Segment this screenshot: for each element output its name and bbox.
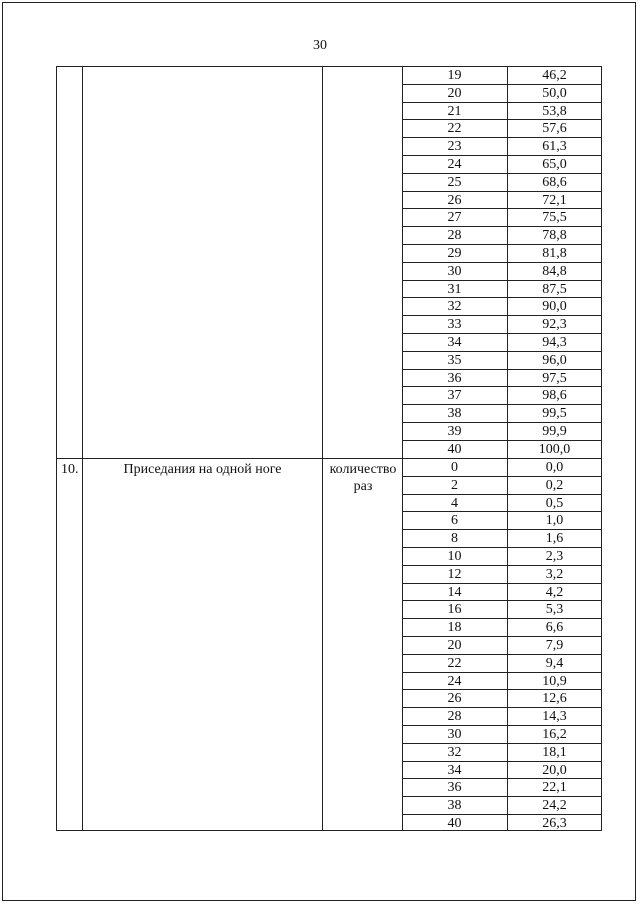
table-row (402, 619, 602, 637)
score-cell: 2,3 (545, 548, 564, 564)
table-row (402, 281, 602, 299)
reps-cell: 0 (451, 460, 458, 475)
reps-cell: 27 (447, 210, 462, 226)
table-row (402, 263, 602, 281)
table-row (402, 174, 602, 192)
table-row (402, 156, 602, 174)
reps-cell: 36 (447, 780, 462, 796)
table-row (402, 601, 602, 619)
reps-cell: 12 (447, 566, 462, 582)
exercise-name: Приседания на одной ноге (123, 462, 282, 477)
score-cell: 0,2 (545, 477, 564, 493)
table-row (402, 120, 602, 138)
reps-cell: 19 (447, 68, 462, 83)
reps-cell: 40 (447, 815, 462, 831)
table-row (402, 477, 602, 495)
reps-cell: 4 (451, 495, 458, 511)
reps-cell: 22 (447, 121, 462, 137)
score-cell: 46,2 (542, 68, 567, 83)
exercise-number: 10. (61, 462, 79, 477)
table-row (402, 316, 602, 334)
table-row (402, 405, 602, 423)
score-cell: 10,9 (542, 673, 567, 689)
reps-cell: 29 (447, 245, 462, 261)
score-cell: 92,3 (542, 317, 567, 333)
score-cell: 97,5 (542, 370, 567, 386)
table-row (402, 192, 602, 210)
reps-cell: 32 (447, 299, 462, 315)
reps-cell: 34 (447, 334, 462, 350)
score-cell: 22,1 (542, 780, 567, 796)
table-row (402, 637, 602, 655)
table-row (402, 423, 602, 441)
score-cell: 4,2 (545, 584, 564, 600)
table-row (402, 298, 602, 316)
score-cell: 72,1 (542, 192, 567, 208)
exercise-unit-line2: раз (353, 479, 373, 494)
score-cell: 99,5 (542, 406, 567, 422)
score-cell: 61,3 (542, 139, 567, 155)
table-row (402, 334, 602, 352)
reps-cell: 35 (447, 352, 462, 368)
table-row (402, 67, 602, 85)
table-row (402, 744, 602, 762)
score-cell: 87,5 (542, 281, 567, 297)
score-cell: 3,2 (545, 566, 564, 582)
scoring-table (56, 66, 602, 831)
table-row (402, 387, 602, 405)
table-row (402, 352, 602, 370)
score-cell: 5,3 (545, 602, 564, 618)
table-row (402, 85, 602, 103)
reps-cell: 8 (451, 531, 458, 547)
score-cell: 24,2 (542, 798, 567, 814)
reps-cell: 32 (447, 744, 462, 760)
score-cell: 96,0 (542, 352, 567, 368)
reps-cell: 22 (447, 655, 462, 671)
score-cell: 81,8 (542, 245, 567, 261)
table-row (402, 209, 602, 227)
score-cell: 26,3 (542, 815, 567, 831)
score-cell: 50,0 (542, 85, 567, 101)
score-cell: 18,1 (542, 744, 567, 760)
table-row (402, 512, 602, 530)
table-row (402, 673, 602, 691)
score-cell: 1,0 (545, 513, 564, 529)
reps-cell: 38 (447, 798, 462, 814)
page-number: 30 (313, 38, 327, 53)
reps-cell: 6 (451, 513, 458, 529)
table-row (402, 370, 602, 388)
score-cell: 75,5 (542, 210, 567, 226)
score-cell: 68,6 (542, 174, 567, 190)
score-cell: 14,3 (542, 709, 567, 725)
reps-cell: 34 (447, 762, 462, 778)
reps-cell: 10 (447, 548, 462, 564)
reps-cell: 39 (447, 423, 462, 439)
score-cell: 57,6 (542, 121, 567, 137)
score-cell: 12,6 (542, 691, 567, 707)
score-cell: 0,5 (545, 495, 564, 511)
table-row (402, 815, 602, 833)
table-row (402, 762, 602, 780)
score-cell: 0,0 (545, 460, 564, 475)
reps-cell: 21 (447, 103, 462, 119)
table-row (402, 566, 602, 584)
reps-cell: 36 (447, 370, 462, 386)
reps-cell: 30 (447, 726, 462, 742)
table-row (402, 655, 602, 673)
reps-cell: 20 (447, 85, 462, 101)
table-row (402, 103, 602, 121)
reps-cell: 16 (447, 602, 462, 618)
score-cell: 9,4 (545, 655, 564, 671)
reps-cell: 31 (447, 281, 462, 297)
reps-cell: 33 (447, 317, 462, 333)
table-row (402, 690, 602, 708)
table-row (402, 548, 602, 566)
score-cell: 7,9 (545, 637, 564, 653)
score-cell: 98,6 (542, 388, 567, 404)
table-row (402, 779, 602, 797)
reps-cell: 40 (447, 441, 462, 457)
score-cell: 84,8 (542, 263, 567, 279)
reps-cell: 26 (447, 691, 462, 707)
column-divider-number (82, 67, 83, 830)
exercise-unit (323, 461, 403, 495)
reps-cell: 38 (447, 406, 462, 422)
table-row (402, 584, 602, 602)
reps-cell: 37 (447, 388, 462, 404)
reps-cell: 20 (447, 637, 462, 653)
reps-cell: 30 (447, 263, 462, 279)
score-cell: 78,8 (542, 228, 567, 244)
table-row (402, 495, 602, 513)
exercise-unit-line1: количество (329, 462, 397, 477)
table-row (402, 797, 602, 815)
table-row (402, 227, 602, 245)
table-row (402, 245, 602, 263)
reps-cell: 28 (447, 228, 462, 244)
table-row (402, 708, 602, 726)
score-cell: 90,0 (542, 299, 567, 315)
column-divider-name (322, 67, 323, 830)
table-row (402, 726, 602, 744)
table-row (402, 530, 602, 548)
reps-cell: 24 (447, 673, 462, 689)
reps-cell: 14 (447, 584, 462, 600)
score-cell: 94,3 (542, 334, 567, 350)
table-row (402, 138, 602, 156)
score-cell: 100,0 (538, 441, 571, 457)
reps-cell: 25 (447, 174, 462, 190)
score-cell: 53,8 (542, 103, 567, 119)
reps-cell: 24 (447, 156, 462, 172)
score-cell: 1,6 (545, 531, 564, 547)
reps-cell: 28 (447, 709, 462, 725)
score-grid-bottom (402, 459, 602, 833)
score-cell: 20,0 (542, 762, 567, 778)
score-cell: 65,0 (542, 156, 567, 172)
table-row (402, 441, 602, 459)
score-cell: 6,6 (545, 620, 564, 636)
score-cell: 99,9 (542, 423, 567, 439)
reps-cell: 26 (447, 192, 462, 208)
reps-cell: 23 (447, 139, 462, 155)
reps-cell: 18 (447, 620, 462, 636)
reps-cell: 2 (451, 477, 458, 493)
score-grid-top (402, 67, 602, 459)
score-cell: 16,2 (542, 726, 567, 742)
table-row (402, 459, 602, 477)
